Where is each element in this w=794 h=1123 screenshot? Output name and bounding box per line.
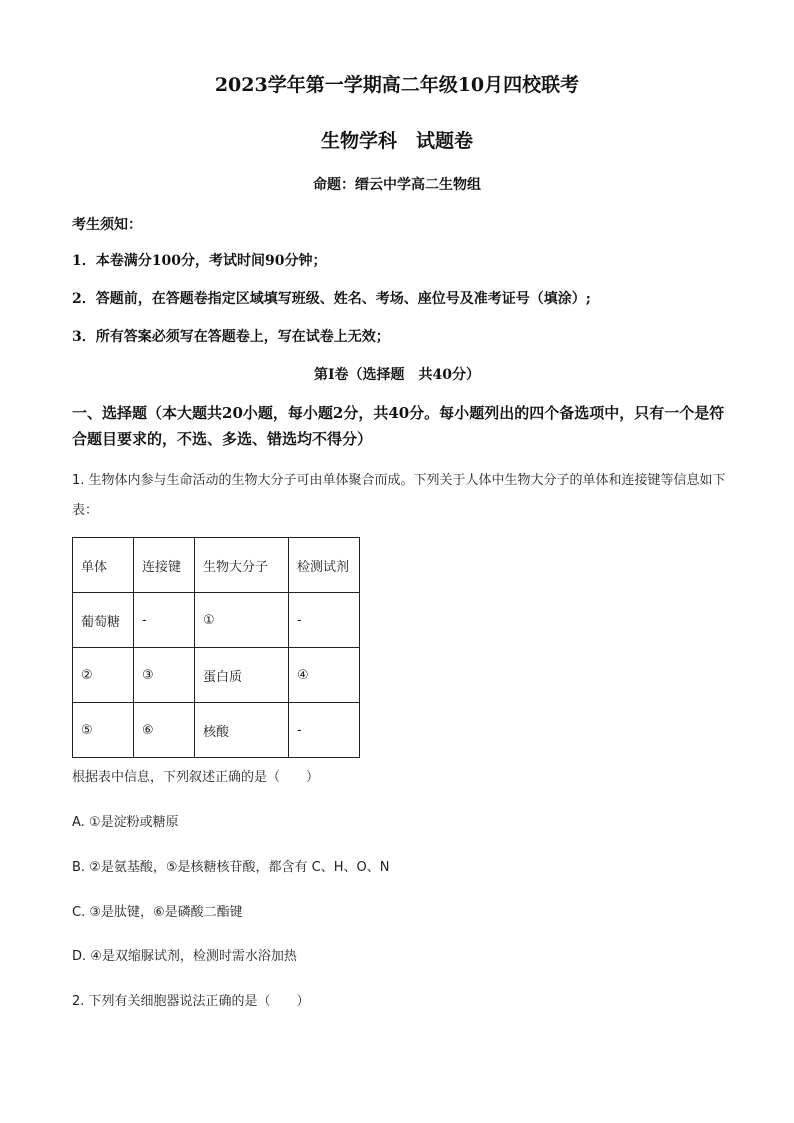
table-header-row — [73, 538, 360, 593]
table-cell: 蛋白质 — [195, 648, 289, 703]
exam-author: 命题：缙云中学高二生物组 — [313, 177, 481, 193]
question-2-stem: 2. 下列有关细胞器说法正确的是（ ） — [72, 994, 310, 1009]
notice-item-2: 2．答题前，在答题卷指定区域填写班级、姓名、考场、座位号及准考证号（填涂）; — [72, 291, 591, 307]
option-c: C. ③是肽键，⑥是磷酸二酯键 — [72, 905, 243, 920]
table-row — [73, 648, 360, 703]
table-cell: ⑤ — [73, 703, 134, 758]
table-cell: ④ — [289, 648, 360, 703]
question-1-stem: 1. 生物体内参与生命活动的生物大分子可由单体聚合而成。下列关于人体中生物大分子的单体和连接键等信息如下表： — [72, 473, 726, 518]
table-cell: - — [134, 593, 195, 648]
table-cell: ③ — [134, 648, 195, 703]
table-cell: 核酸 — [195, 703, 289, 758]
table-cell: 葡萄糖 — [73, 593, 134, 648]
table-header-cell: 检测试剂 — [289, 538, 360, 593]
table-cell: - — [289, 703, 360, 758]
table-header-cell: 连接键 — [134, 538, 195, 593]
section-title: 第Ⅰ卷（选择题 共40分） — [313, 367, 481, 383]
table-row — [73, 703, 360, 758]
question-1-prompt: 根据表中信息，下列叙述正确的是（ ） — [72, 770, 320, 785]
option-a: A. ①是淀粉或糖原 — [72, 815, 179, 830]
notice-item-3: 3．所有答案必须写在答题卷上，写在试卷上无效； — [72, 329, 390, 345]
table-cell: ⑥ — [134, 703, 195, 758]
exam-title: 2023学年第一学期高二年级10月四校联考 — [214, 74, 580, 96]
option-b: B. ②是氨基酸，⑤是核糖核苷酸，都含有 C、H、O、N — [72, 860, 390, 875]
table-header-cell: 单体 — [73, 538, 134, 593]
table-cell: ① — [195, 593, 289, 648]
table-cell: - — [289, 593, 360, 648]
table-cell: ② — [73, 648, 134, 703]
notice-heading: 考生须知： — [72, 217, 142, 233]
part-heading: 一、选择题（本大题共20小题，每小题2分，共40分。每小题列出的四个备选项中，只有一个是符合题目要求的，不选、多选、错选均不得分） — [72, 404, 725, 448]
table-row — [73, 593, 360, 648]
table-header-cell: 生物大分子 — [195, 538, 289, 593]
question-1-table — [72, 537, 360, 758]
notice-item-1: 1．本卷满分100分，考试时间90分钟； — [72, 253, 327, 269]
exam-subtitle: 生物学科 试题卷 — [320, 130, 473, 152]
option-d: D. ④是双缩脲试剂，检测时需水浴加热 — [72, 949, 297, 964]
